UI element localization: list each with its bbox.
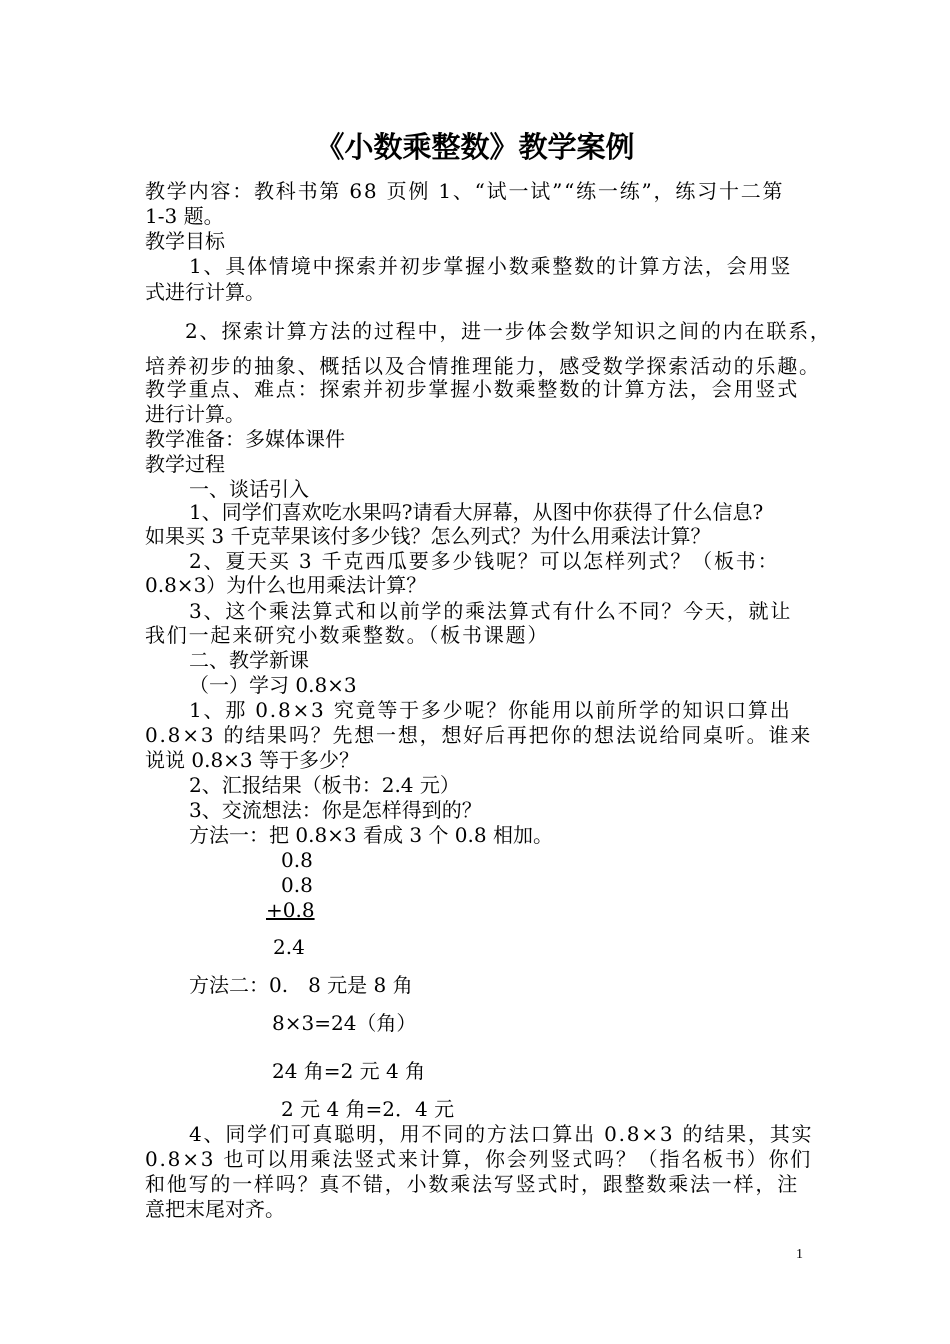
text-line: 意把末尾对齐。 <box>145 1197 285 1221</box>
text-line: 2、汇报结果（板书：2.4 元） <box>189 773 460 797</box>
text-line: 进行计算。 <box>145 402 245 426</box>
text-line: 0.8×3）为什么也用乘法计算？ <box>145 573 427 597</box>
text-line: 如果买 3 千克苹果该付多少钱？怎么列式？为什么用乘法计算？ <box>145 524 711 548</box>
text-line: 1、同学们喜欢吃水果吗?请看大屏幕，从图中你获得了什么信息? <box>189 500 764 524</box>
text-line: 和他写的一样吗？真不错，小数乘法写竖式时，跟整数乘法一样，注 <box>145 1172 799 1196</box>
text-line: 二、教学新课 <box>189 648 309 672</box>
text-line: 教学准备：多媒体课件 <box>145 427 345 451</box>
text-line: 教学过程 <box>145 452 225 476</box>
text-line: 我们一起来研究小数乘整数。（板书课题） <box>145 623 550 647</box>
text-line: 方法二：0. 8 元是 8 角 <box>189 973 413 997</box>
text-line: 一、谈话引入 <box>189 477 309 501</box>
text-line: 方法一：把 0.8×3 看成 3 个 0.8 相加。 <box>189 823 553 847</box>
page-number: 1 <box>796 1247 803 1262</box>
text-line: 2、夏天买 3 千克西瓜要多少钱呢？可以怎样列式？（板书： <box>189 549 780 573</box>
text-line: 24 角=2 元 4 角 <box>272 1059 426 1083</box>
text-line: 说说 0.8×3 等于多少？ <box>145 748 360 772</box>
text-line: 0.8×3 的结果吗？先想一想，想好后再把你的想法说给同桌听。谁来 <box>145 723 813 747</box>
text-line: 1-3 题。 <box>145 204 224 228</box>
text-line: 2、探索计算方法的过程中，进一步体会数学知识之间的内在联系， <box>185 319 832 343</box>
text-line: 3、这个乘法算式和以前学的乘法算式有什么不同？今天，就让 <box>189 599 793 623</box>
text-line: 1、具体情境中探索并初步掌握小数乘整数的计算方法，会用竖 <box>189 254 793 278</box>
addition-operand: 0.8 <box>281 873 313 897</box>
document-title: 《小数乘整数》教学案例 <box>315 130 635 164</box>
text-line: 教学目标 <box>145 229 225 253</box>
text-line: 教学内容：教科书第 68 页例 1、“试一试”“练一练”，练习十二第 <box>145 179 785 203</box>
text-line: （一）学习 0.8×3 <box>189 673 357 697</box>
addition-operand: 0.8 <box>281 848 313 872</box>
text-line: 式进行计算。 <box>145 280 265 304</box>
addition-operand: +0.8 <box>266 898 315 922</box>
text-line: 培养初步的抽象、概括以及合情推理能力，感受数学探索活动的乐趣。 <box>145 354 821 378</box>
text-line: 教学重点、难点：探索并初步掌握小数乘整数的计算方法，会用竖式 <box>145 377 799 401</box>
text-line: 8×3=24（角） <box>272 1011 417 1035</box>
addition-result: 2.4 <box>273 935 305 959</box>
text-line: 4、同学们可真聪明，用不同的方法口算出 0.8×3 的结果，其实 <box>189 1122 814 1146</box>
text-line: 0.8×3 也可以用乘法竖式来计算，你会列竖式吗？（指名板书）你们 <box>145 1147 813 1171</box>
text-line: 1、那 0.8×3 究竟等于多少呢？你能用以前所学的知识口算出 <box>189 698 792 722</box>
text-line: 2 元 4 角=2．4 元 <box>281 1097 455 1121</box>
text-line: 3、交流想法：你是怎样得到的？ <box>189 798 482 822</box>
